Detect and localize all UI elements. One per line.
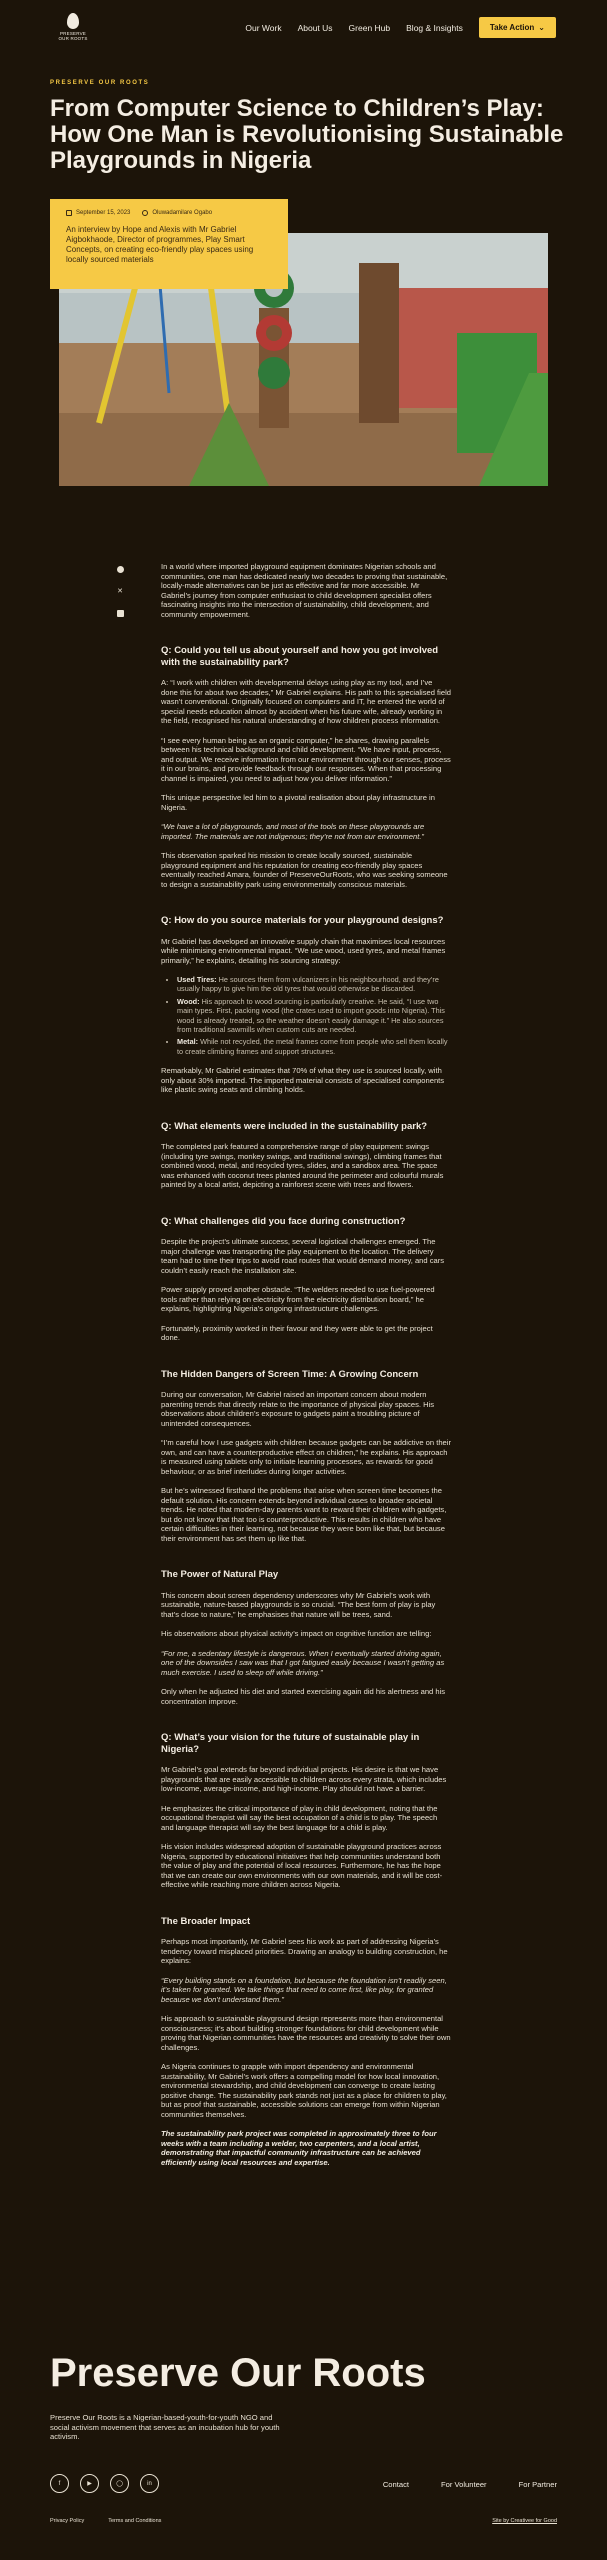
paragraph: Mr Gabriel’s goal extends far beyond individual projects. His desire is that we have playgrounds that are easily accessible to children across every strata, which includes low-income, average-income, and high-income. Play should not have a barrier. [161,1765,447,1794]
question-heading: Q: What’s your vision for the future of sustainable play in Nigeria? [161,1732,420,1755]
paragraph: Remarkably, Mr Gabriel estimates that 70% of what they use is sourced locally, with only about 30% imported. The imported material consists of specialised components like plastic swing seats and climbing holds. [161,1066,445,1095]
list-item-label: Used Tires: [177,975,217,984]
privacy-policy-link[interactable]: Privacy Policy [50,2518,85,2524]
question-heading: Q: What elements were included in the sustainability park? [161,1120,428,1132]
section-heading: The Power of Natural Play [161,1569,279,1581]
list-item-label: Metal: [177,1037,199,1047]
footer-description: Preserve Our Roots is a Nigerian-based-youth-for-youth NGO and social activism movement that serves as an incubation hub for youth activism. [50,2413,280,2441]
paragraph: Only when he adjusted his diet and started exercising again did his alertness and his concentration improve. [161,1687,446,1706]
article-summary: An interview by Hope and Alexis with Mr Gabriel Aigbokhaode, Director of programmes, Play Smart Concepts, on creating eco-friendly play spaces using locally sourced materials [66,225,254,264]
site-header [0,0,607,54]
paragraph: He emphasizes the critical importance of play in child development, noting that the occupational therapist will say the best occupation of a child is to play. The speech and language therapist will say the best language for a child is play. [161,1803,438,1832]
list-item [177,975,451,994]
closing-paragraph: The sustainability park project was completed in approximately three to four weeks with a team including a welder, two carpenters, and a local artist, demonstrating that impactful community infrastructure can be achieved efficiently using local resources and expertise. [161,2129,437,2167]
hero-eyebrow: PRESERVE OUR ROOTS [50,80,150,86]
article-intro: In a world where imported playground equipment dominates Nigerian schools and communities, one man has dedicated nearly two decades to proving that sustainable, locally-made alternatives can be just as effective and far more accessible. Mr Gabriel’s journey from computer enthusiast to child development specialist offers fascinating insights into the intersection of sustainability, child development, and community empowerment. [161,562,448,619]
nav-blog-insights[interactable]: Blog & Insights [406,22,463,33]
paragraph: “I see every human being as an organic computer,” he shares, drawing parallels between his technical background and child development. “We have input, process, and output. We receive information from our environment through our senses, process it in our brains, and provide feedback through our responses. When that processing channel is impaired, you need to adjust how you deliver information.” [161,735,451,783]
paragraph: “I’m careful how I use gadgets with children because gadgets can be addictive on their own, and can have a counterproductive effect on children,” he explains. His approach is measured using tablets only to initiate learning processes, as rewards for good behaviour, or as brief interludes during longer activities. [161,1438,451,1476]
facebook-icon[interactable]: f [50,2474,69,2493]
paragraph: This unique perspective led him to a pivotal realisation about play infrastructure in Nigeria. [161,793,435,812]
article-content [161,562,451,2167]
instagram-icon[interactable]: ◯ [110,2474,129,2493]
chevron-down-icon: ⌄ [538,23,545,32]
question-heading: Q: What challenges did you face during construction? [161,1215,406,1227]
linkedin-icon[interactable]: in [140,2474,159,2493]
section-heading: The Broader Impact [161,1915,251,1927]
paragraph: Perhaps most importantly, Mr Gabriel sees his work as part of addressing Nigeria’s tendency toward misplaced priorities. Drawing an analogy to building construction, he explains: [161,1937,448,1966]
paragraph: The completed park featured a comprehensive range of play equipment: swings (including tyre swings, monkey swings, and traditional swings), climbing frames that combined wood, metal, and recycled tyres, slides, and a sandbox area. The space was enhanced with coconut trees planted around the perimeter and colourful murals painted by a local artist, depicting a rainforest scene with trees and flowers. [161,1142,444,1190]
calendar-icon [66,210,72,216]
share-bar [114,563,126,629]
footer-link-partner[interactable]: For Partner [518,2480,557,2489]
person-icon [142,210,148,216]
list-item [177,997,451,1035]
social-links [50,2474,170,2493]
paragraph: This observation sparked his mission to create locally sourced, sustainable playground equipment and his reputation for creating eco-friendly play spaces eventually reached Amara, founder of PreserveOurRoots, who was seeking someone to design a sustainability park using environmentally conscious materials. [161,851,448,889]
footer-links [351,2480,557,2489]
list-item-text: While not recycled, the metal frames come from people who sell them locally to create climbing frames and support structures. [177,1037,448,1056]
logo-text-line-1: PRESERVE [59,31,87,36]
article-summary-card [50,199,288,289]
paragraph: But he’s witnessed firsthand the problems that arise when screen time becomes the default solution. His concern extends beyond individual cases to broader societal trends. He noted that modern-day parents want to reward their children with gadgets, but do not know that that too is counterproductive. This results in children who have certain difficulties in their learning, not because they were born like that, but because their environment has set them up like that. [161,1486,447,1543]
article-meta [66,210,272,216]
list-item-label: Wood: [177,996,200,1006]
hero-media [0,199,607,486]
question-heading: Q: Could you tell us about yourself and how you got involved with the sustainability park? [161,645,439,668]
article-date-text: September 15, 2023 [76,210,131,216]
question-heading: Q: How do you source materials for your playground designs? [161,915,444,926]
site-footer [0,2350,607,2524]
quote-paragraph: “Every building stands on a foundation, but because the foundation isn’t readily seen, it’s taken for granted. We take things that need to come first, like play, for granted because we don’t understand them.” [161,1975,447,2004]
paragraph: His vision includes widespread adoption of sustainable playground practices across Nigeria, supported by educational initiatives that help communities understand both the value of play and the potential of local resources. Furthermore, he has the hope that we can create our own environments with our own materials, and it will be cost-effective while reaching more children across Nigeria. [161,1842,443,1890]
footer-link-volunteer[interactable]: For Volunteer [441,2480,487,2489]
materials-list [177,975,451,1056]
nav-about-us[interactable]: About Us [297,22,333,33]
paragraph: Power supply proved another obstacle. “The welders needed to use fuel-powered tools rather than relying on electricity from the electricity distribution board,” he explains, highlighting Nigeria’s ongoing infrastructure challenges. [161,1285,435,1314]
nav-green-hub[interactable]: Green Hub [348,22,391,33]
main-nav [245,17,556,38]
article-author-text: Oluwadamilare Ogabo [152,210,213,216]
x-icon[interactable]: ✕ [117,588,123,595]
take-action-button[interactable] [479,17,556,38]
site-credit-link[interactable]: Site by Creativee for Good [492,2518,557,2524]
paragraph: Fortunately, proximity worked in their favour and they were able to get the project done. [161,1323,433,1343]
youtube-icon[interactable]: ▶ [80,2474,99,2493]
nav-our-work[interactable]: Our Work [245,22,282,33]
section-heading: The Hidden Dangers of Screen Time: A Growing Concern [161,1368,419,1380]
quote-paragraph: “We have a lot of playgrounds, and most of the tools on these playgrounds are imported. The materials are not indigenous; they’re not from our environment.” [161,822,425,841]
paragraph: This concern about screen dependency underscores why Mr Gabriel’s work with sustainable, nature-based playgrounds is so crucial. “The best form of play is play that’s close to nature,” he emphasises that nature will be trees, sand. [161,1590,436,1619]
site-logo[interactable] [51,5,95,49]
logo-drop-icon [67,13,79,29]
paragraph: During our conversation, Mr Gabriel raised an important concern about modern parenting trends that directly relate to the importance of physical play spaces. His observations about children’s exposure to gadgets paint a troubling picture of unintended consequences. [161,1390,435,1428]
take-action-label: Take Action [489,23,535,32]
paragraph: Despite the project’s ultimate success, several logistical challenges emerged. The major challenge was transporting the play equipment to the location. The delivery team had to time their trips to avoid road routes that would demand money, and cars couldn’t easily reach the installation site. [161,1237,445,1275]
logo-text-line-2: OUR ROOTS [58,36,88,41]
paragraph: As Nigeria continues to grapple with import dependency and environmental sustainability, Mr Gabriel’s work offers a compelling model for how local innovation, environmental stewardship, and child development can converge to create lasting positive change. The sustainability park stands not just as a place for children to play, but as proof that sustainable, accessible solutions can emerge from within Nigerian communities themselves. [161,2062,447,2119]
paragraph: Mr Gabriel has developed an innovative supply chain that maximises local resources while minimising environmental impact. “We use wood, used tyres, and metal frames primarily,” he explains, detailing his sourcing strategy: [161,936,446,965]
paragraph: A: “I work with children with developmental delays using play as my tool, and I’ve done this for about two decades,” Mr Gabriel explains. His path to this specialised field wasn’t conventional. Originally focused on computers and IT, he entered the world of special needs education almost by accident when his future wife, already working in the field, recognised his natural understanding of how children process information. [161,678,451,725]
footer-link-contact[interactable]: Contact [382,2480,409,2489]
quote-paragraph: “For me, a sedentary lifestyle is dangerous. When I eventually started driving again, one of the downsides I saw was that I got fatigued easily because I wasn’t getting as much exercise. I used to sleep off while driving.” [161,1648,445,1677]
terms-link[interactable]: Terms and Conditions [108,2518,162,2524]
list-item [177,1037,451,1056]
hero [0,54,607,174]
paragraph: His observations about physical activity’s impact on cognitive function are telling: [161,1629,432,1639]
article-body [0,486,607,2167]
article-author [142,210,212,216]
page-title: From Computer Science to Children’s Play: How One Man is Revolutionising Sustainable Playgrounds in Nigeria [50,95,564,174]
list-item-text: His approach to wood sourcing is particularly creative. He said, “I use two main types. First, packing wood (the crates used to import goods into Nigeria). This wood is already treated, so the weather doesn’t easily damage it.” He also sources from traditional sawmills when custom cuts are needed. [177,996,445,1035]
facebook-icon[interactable] [114,563,126,575]
article-date [66,210,130,216]
list-item-text: He sources them from vulcanizers in his neighbourhood, and they’re usually happy to give him the old tyres that would otherwise be discarded. [177,975,439,994]
paragraph: His approach to sustainable playground design represents more than environmental consciousness; it’s about building stronger foundations for child development while proving that Nigerian communities have the resources and creativity to solve their own challenges. [161,2014,451,2052]
legal-links [50,2518,185,2524]
linkedin-icon[interactable] [114,607,126,619]
footer-title: Preserve Our Roots [50,2351,426,2395]
